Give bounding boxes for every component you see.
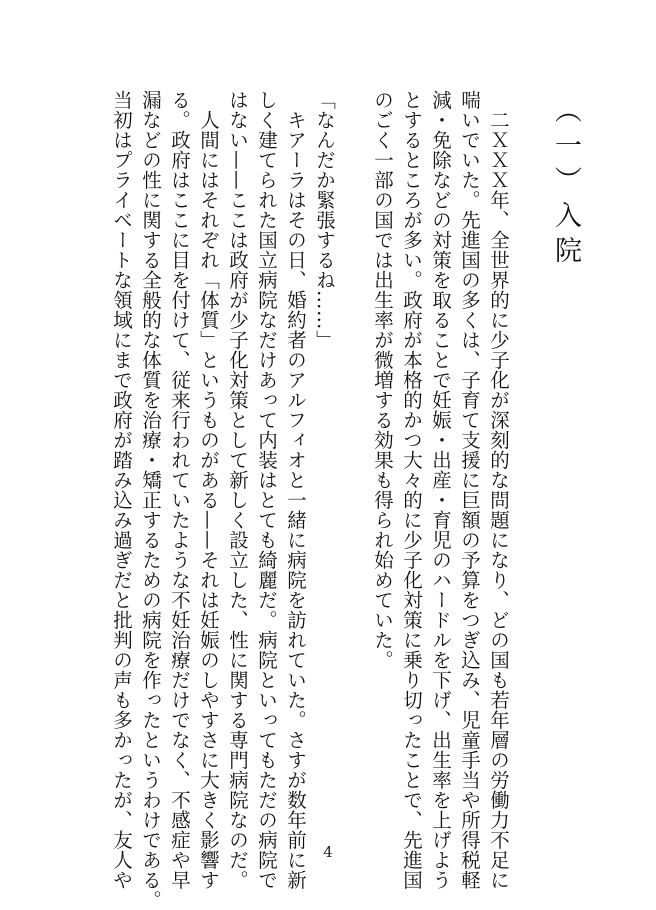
- body-line: 漏などの性に関する全般的な体質を治療・矯正するための病院を作ったというわけである。: [139, 90, 162, 910]
- vertical-text-block: [107, 90, 581, 910]
- body-line: はない——ここは政府が少子化対策として新しく設立した、性に関する専門病院なのだ。: [226, 90, 249, 890]
- body-line: 人間にはそれぞれ「体質」というものがある——それは妊娠のしやすさに大きく影響す: [197, 90, 220, 890]
- body-line: 喘いでいた。先進国の多くは、子育て支援に巨額の予算をつぎ込み、児童手当や所得税軽: [458, 90, 481, 890]
- body-line: のごく一部の国では出生率が微増する効果も得られ始めていた。: [371, 90, 394, 670]
- body-line: とするところが多い。政府が本格的かつ大々的に少子化対策に乗り切ったことで、先進国: [400, 90, 423, 890]
- body-line: る。政府はここに目を付けて、従来行われていたような不妊治療だけでなく、不感症や早: [168, 90, 191, 890]
- chapter-title: （一）入院: [550, 96, 581, 271]
- body-line: キアーラはその日、婚約者のアルフィオと一緒に病院を訪れていた。さすが数年前に新: [284, 90, 307, 890]
- dialogue-line: 「なんだか緊張するね……」: [313, 90, 336, 350]
- body-line: 減・免除などの対策を取ることで妊娠・出産・育児のハードルを下げ、出生率を上げよう: [429, 90, 452, 890]
- body-line: 二ＸＸＸ年、全世界的に少子化が深刻的な問題になり、どの国も若年層の労働力不足に: [487, 90, 510, 890]
- body-line: 当初はプライベートな領域にまで政府が踏み込み過ぎだと批判の声も多かったが、友人や: [110, 90, 133, 890]
- blank-line: [339, 90, 368, 800]
- page-number: 4: [323, 843, 333, 861]
- body-line: しく建てられた国立病院なだけあって内装はとても綺麗だ。病院といってもただの病院で: [255, 90, 278, 890]
